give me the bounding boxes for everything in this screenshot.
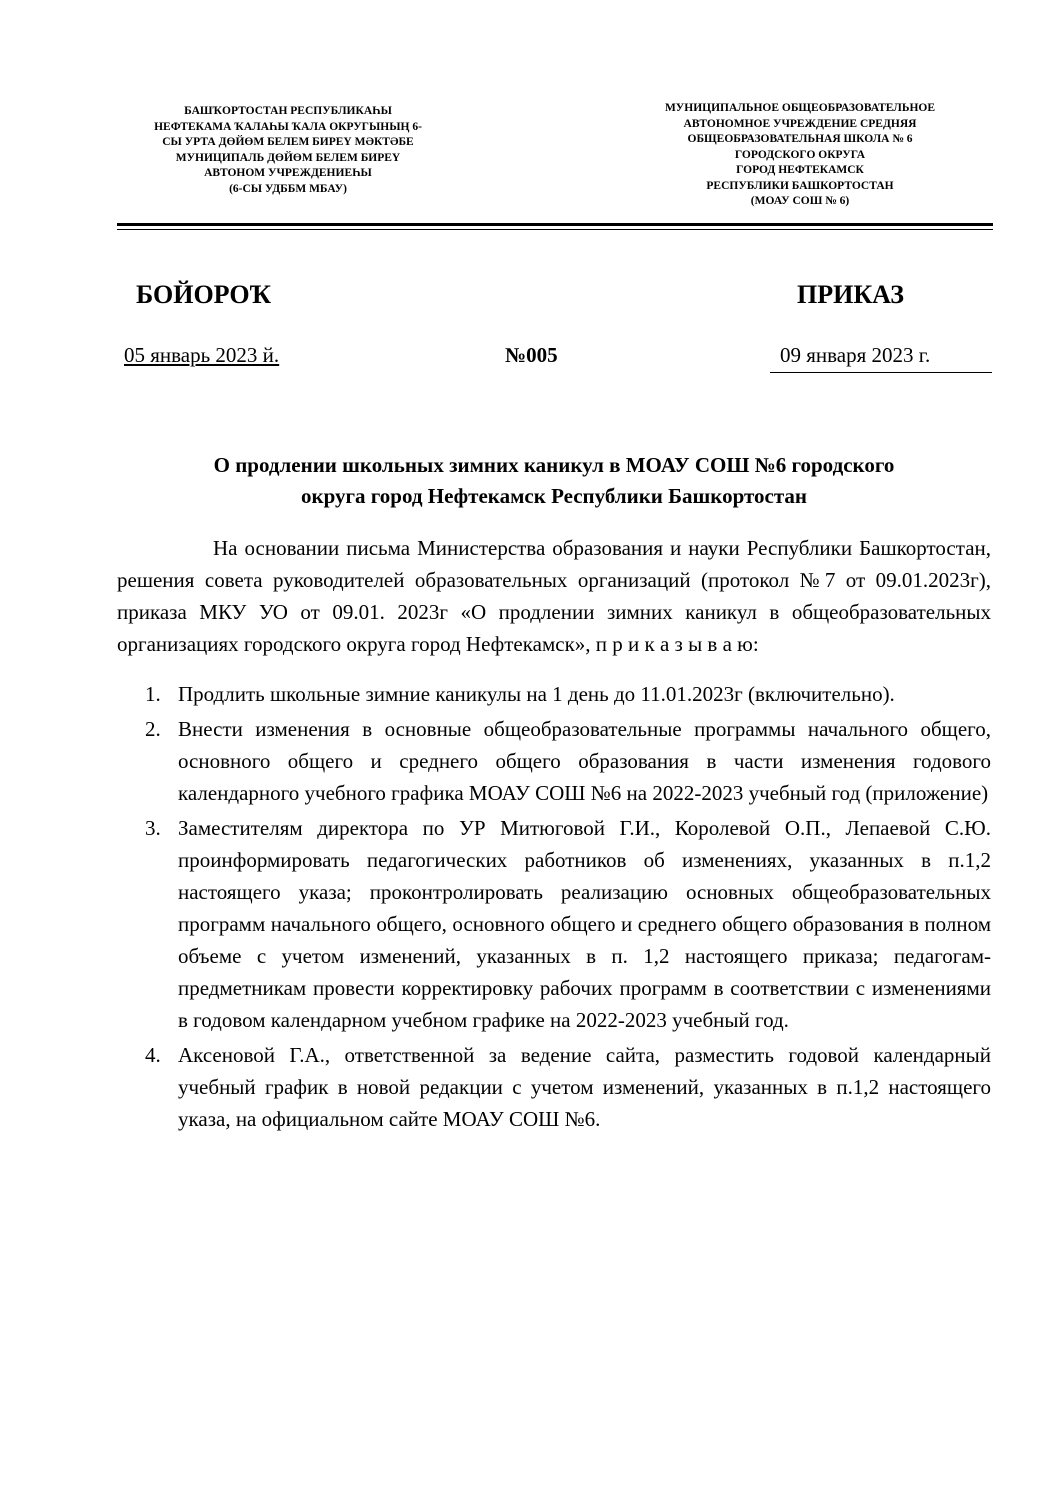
header-right-line: РЕСПУБЛИКИ БАШКОРТОСТАН [706, 179, 894, 192]
title-bashkir: БОЙОРОҠ [136, 280, 272, 309]
list-item-number: 3. [145, 816, 161, 840]
header-right-line: АВТОНОМНОЕ УЧРЕЖДЕНИЕ СРЕДНЯЯ [683, 117, 917, 130]
header-right-russian [620, 101, 980, 210]
order-items-list [117, 678, 991, 1135]
list-item [117, 713, 991, 809]
subject-line: О продлении школьных зимних каникул в МОАУ СОШ №6 городского [213, 453, 895, 477]
list-item [117, 678, 991, 710]
date-bashkir: 05 январь 2023 й. [124, 343, 280, 367]
subject-line: округа город Нефтекамск Республики Башкортостан [300, 484, 808, 508]
header-left-line: (6-СЫ УДББМ МБАУ) [229, 182, 347, 195]
list-item-text: Аксеновой Г.А., ответственной за ведение сайта, разместить годовой календарный учебный график в новой редакции с учетом изменений, указанных в п.1,2 настоящего указа, на официальном сайте МОАУ СОШ №6. [178, 1043, 991, 1131]
preamble-paragraph: На основании письма Министерства образования и науки Республики Башкортостан, решения совета руководителей образовательных организаций (протокол №7 от 09.01.2023г), приказа МКУ УО от 09.01. 2023г «О продлении зимних каникул в общеобразовательных организациях городского округа город Нефтекамск», п р и к а з ы в а ю: [117, 536, 991, 656]
header-divider-thin [117, 229, 993, 230]
order-subject [118, 450, 990, 512]
header-left-line: НЕФТЕКАМА ҠАЛАҺЫ ҠАЛА ОКРУГЫНЫҢ 6- [154, 120, 422, 133]
order-number: №005 [505, 343, 558, 367]
list-item-text: Внести изменения в основные общеобразовательные программы начального общего, основного общего и среднего общего образования в части изменения годового календарного учебного графика МОАУ СОШ №6 на 2022-2023 учебный год (приложение) [178, 717, 991, 805]
header-divider-thick [117, 223, 993, 226]
header-left-line: СЫ УРТА ДӨЙӨМ БЕЛЕМ БИРЕҮ МӘКТӘБЕ [162, 136, 414, 148]
list-item-text: Продлить школьные зимние каникулы на 1 день до 11.01.2023г (включительно). [178, 682, 895, 706]
header-right-line: МУНИЦИПАЛЬНОЕ ОБЩЕОБРАЗОВАТЕЛЬНОЕ [664, 102, 936, 114]
list-item-number: 1. [145, 682, 161, 706]
order-body [117, 532, 991, 1138]
list-item [117, 812, 991, 1036]
header-right-line: ГОРОДСКОГО ОКРУГА [734, 148, 866, 161]
title-russian: ПРИКАЗ [797, 280, 905, 309]
header-right-line: ГОРОД НЕФТЕКАМСК [736, 164, 864, 176]
header-right-line: (МОАУ СОШ № 6) [750, 195, 850, 207]
header-left-line: АВТОНОМ УЧРЕЖДЕНИЕҺЫ [204, 167, 372, 179]
list-item [117, 1039, 991, 1135]
date-russian: 09 января 2023 г. [770, 343, 992, 373]
list-item-text: Заместителям директора по УР Митюговой Г.И., Королевой О.П., Лепаевой С.Ю. проинформировать педагогических работников об изменениях, указанных в п.1,2 настоящего указа; проконтролировать реализацию основных общеобразовательных программ начального общего, основного общего и среднего общего образования в полном объеме с учетом изменений, указанных в п. 1,2 настоящего приказа; педагогам-предметникам провести корректировку рабочих программ в соответствии с изменениями в годовом календарном учебном графике на 2022-2023 учебный год. [178, 816, 991, 1032]
list-item-number: 2. [145, 717, 161, 741]
header-left-bashkir [118, 104, 458, 197]
header-right-line: ОБЩЕОБРАЗОВАТЕЛЬНАЯ ШКОЛА № 6 [687, 133, 913, 145]
list-item-number: 4. [145, 1043, 161, 1067]
header-left-line: БАШҠОРТОСТАН РЕСПУБЛИКАҺЫ [184, 105, 392, 117]
header-left-line: МУНИЦИПАЛЬ ДӨЙӨМ БЕЛЕМ БИРЕҮ [175, 151, 401, 164]
